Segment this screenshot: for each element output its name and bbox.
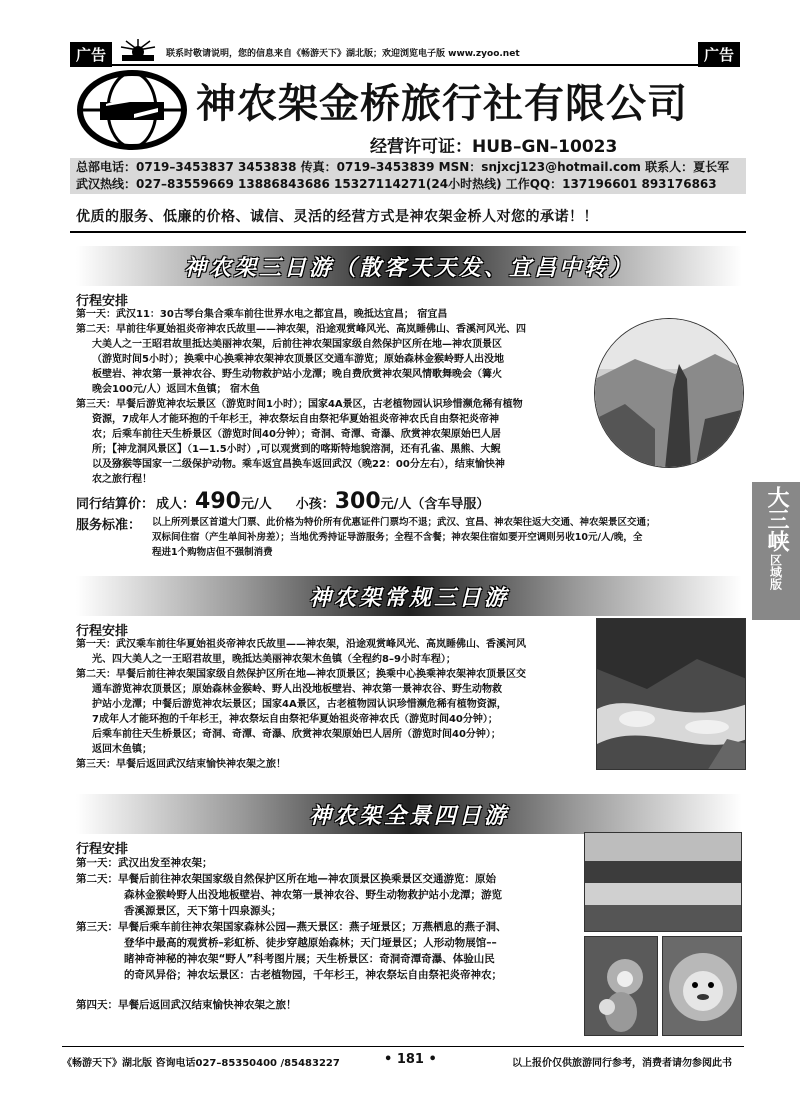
itinerary-line: 第四天：早餐后返回武汉结束愉快神农架之旅！ (76, 999, 297, 1011)
tour3-section-heading: 行程安排 (76, 842, 129, 857)
top-note: 联系时敬请说明，您的信息来自《畅游天下》湖北版；欢迎浏览电子版 www.zyoo.net (166, 49, 520, 59)
service-line: 双标间住宿（产生单间补房差）；当地优秀持证导游服务；全程不含餐；神农架住宿如要开空调则另收10元/人/晚，全 (152, 532, 643, 543)
service-label: 服务标准： (76, 518, 142, 533)
page-number: • 181 • (384, 1052, 437, 1067)
tour2-itinerary (76, 637, 596, 772)
tour1-section-heading: 行程安排 (76, 294, 129, 309)
grassland-photo (584, 832, 742, 932)
itinerary-line: 大美人之一王昭君故里抵达美丽神农架，后前往神农架国家级自然保护区所在地—神农顶景区 (92, 339, 502, 350)
itinerary-line: 第一天：武汉出发至神农架； (76, 857, 213, 869)
side-tab-subtitle: 区域版 (768, 554, 783, 590)
tour3-itinerary (76, 855, 584, 1013)
golden-monkey-photo (662, 936, 742, 1036)
itinerary-line: 返回木鱼镇； (92, 744, 152, 755)
itinerary-line: 7成年人才能环抱的千年杉王，神农祭坛自由祭祀华夏始祖炎帝神农氏（游览时间40分钟）； (92, 714, 498, 725)
footer-publication: 《畅游天下》湖北版 咨询电话027–85350400 /85483227 (62, 1058, 340, 1069)
footer-rule (62, 1046, 744, 1047)
tour3-title: 神农架全景四日游 (308, 802, 509, 829)
river-photo (596, 618, 746, 770)
itinerary-line: （游览时间5小时）；换乘中心换乘神农架神农顶景区交通车游览；原始森林金猴岭野人出没地 (92, 354, 504, 365)
monkey-family-photo (584, 936, 658, 1036)
side-tab-title: 大三峡 (764, 486, 789, 552)
itinerary-line: 睹神奇神秘的神农架“野人”科考图片展；天生桥景区：奇洞奇潭奇瀑、体验山民 (124, 953, 495, 965)
itinerary-line: 后乘车前往天生桥景区；奇洞、奇潭、奇瀑、欣赏神农架原始巴人居所（游览时间40分钟）； (92, 729, 501, 740)
tour1-title: 神农架三日游（散客天天发、宜昌中转） (183, 254, 634, 281)
itinerary-line: 第一天：武汉乘车前往华夏始祖炎帝神农氏故里——神农架，沿途观赏峰风光、高岚睡佛山、香溪河风 (76, 639, 526, 650)
tour2-section-heading: 行程安排 (76, 624, 129, 639)
tour1-banner (76, 246, 742, 286)
child-unit: 元/人（含车导服） (380, 497, 490, 512)
itinerary-line: 通车游览神农顶景区；原始森林金猴岭、野人出没地板壁岩、神农第一景神农谷、野生动物救 (92, 684, 502, 695)
header-rule (70, 64, 738, 66)
mountain-peak-photo (594, 318, 744, 468)
price-label: 同行结算价： (76, 497, 155, 512)
agency-globe-logo (76, 70, 188, 150)
itinerary-line: 第二天：早前往华夏始祖炎帝神农氏故里——神农架，沿途观赏峰风光、高岚睡佛山、香溪河风光、四 (76, 324, 526, 335)
ad-label-right: 广告 (698, 42, 740, 67)
child-label: 小孩： (295, 497, 335, 512)
service-line: 程进1个购物店但不强制消费 (152, 547, 273, 558)
adult-label: 成人： (156, 497, 196, 512)
adult-price: 490 (195, 489, 241, 514)
itinerary-line: 第三天：早餐后游览神农坛景区（游览时间1小时）；国家4A景区，古老植物园认识珍惜濒危稀有植物 (76, 399, 523, 410)
itinerary-line: 所；【神龙洞风景区】（1—1.5小时）,可以观赏到的喀斯特地貌溶洞，还有孔雀、黑熊、大鲵 (92, 444, 501, 455)
itinerary-line: 板壁岩、神农第一景神农谷、野生动物救护站小龙潭；晚自费欣赏神农架风情歌舞晚会（篝火 (92, 369, 502, 380)
tour2-banner (76, 576, 742, 616)
itinerary-line: 第二天：早餐后前往神农架国家级自然保护区所在地—神农顶景区换乘景区交通游览：原始 (76, 873, 496, 885)
itinerary-line: 第三天：早餐后乘车前往神农架国家森林公园—燕天景区：燕子垭景区；万燕栖息的燕子洞、 (76, 921, 507, 933)
itinerary-line: 晚会100元/人）返回木鱼镇； 宿木鱼 (92, 384, 261, 395)
itinerary-line: 光、四大美人之一王昭君故里，晚抵达美丽神农架木鱼镇（全程约8–9小时车程）； (92, 654, 456, 665)
service-line: 以上所列景区首道大门票、此价格为特价所有优惠证件门票均不退；武汉、宜昌、神农架往返大交通、神农架景区交通； (152, 517, 656, 528)
service-details (152, 515, 742, 560)
contact-line-hq: 总部电话：0719–3453837 3453838 传真：0719–3453839 MSN：snjxcj123@hotmail.com 联系人：夏长军 (76, 160, 730, 174)
itinerary-line: 登华中最高的观赏桥–彩虹桥、徒步穿越原始森林；天门垭景区；人形动物展馆–– (124, 937, 497, 949)
contact-bar (70, 158, 746, 194)
itinerary-line: 的奇风异俗；神农坛景区：古老植物园，千年杉王，神农祭坛自由祭祀炎帝神农； (124, 969, 502, 981)
tour3-banner (76, 794, 742, 834)
tour2-title: 神农架常规三日游 (308, 584, 509, 611)
tour1-price-row (76, 489, 489, 514)
region-side-tab (752, 482, 800, 620)
footer-disclaimer: 以上报价仅供旅游同行参考，消费者请勿参阅此书 (512, 1058, 732, 1069)
itinerary-line: 香溪源景区，天下第十四泉源头； (124, 905, 282, 917)
itinerary-line: 第一天：武汉11：30古琴台集合乘车前往世界水电之都宜昌，晚抵达宜昌； 宿宜昌 (76, 309, 448, 320)
itinerary-line: 第二天：早餐后前往神农架国家级自然保护区所在地—神农顶景区；换乘中心换乘神农架神农顶景区交 (76, 669, 526, 680)
itinerary-line: 资源，7成年人才能环抱的千年杉王，神农祭坛自由祭祀华夏始祖炎帝神农氏自由祭祀炎帝神 (92, 414, 499, 425)
license-number: 经营许可证：HUB–GN–10023 (370, 137, 618, 157)
itinerary-line: 森林金猴岭野人出没地板壁岩、神农第一景神农谷、野生动物救护站小龙潭；游览 (124, 889, 502, 901)
slogan-rule (70, 231, 746, 233)
adult-unit: 元/人 (240, 497, 272, 512)
itinerary-line: 农之旅行程！ (92, 474, 152, 485)
itinerary-line: 第三天：早餐后返回武汉结束愉快神农架之旅！ (76, 759, 286, 770)
ad-label-left: 广告 (70, 42, 112, 67)
tour1-itinerary (76, 307, 604, 487)
contact-line-wuhan: 武汉热线：027–83559669 13886843686 15327114271(24小时热线) 工作QQ：137196601 893176863 (76, 177, 717, 191)
company-name: 神农架金桥旅行社有限公司 (196, 80, 688, 127)
itinerary-line: 以及猕猴等国家一二级保护动物。乘车返宜昌换车返回武汉（晚22：00分左右），结束愉快神 (92, 459, 505, 470)
itinerary-line: 农；后乘车前往天生桥景区（游览时间40分钟）；奇洞、奇潭、奇瀑、欣赏神农架原始巴人居 (92, 429, 501, 440)
publisher-logo (118, 38, 158, 62)
itinerary-line: 护站小龙潭；中餐后游览神农坛景区；国家4A景区，古老植物园认识珍惜濒危稀有植物资源， (92, 699, 507, 710)
slogan: 优质的服务、低廉的价格、诚信、灵活的经营方式是神农架金桥人对您的承诺！！ (76, 209, 598, 225)
child-price: 300 (334, 489, 381, 514)
